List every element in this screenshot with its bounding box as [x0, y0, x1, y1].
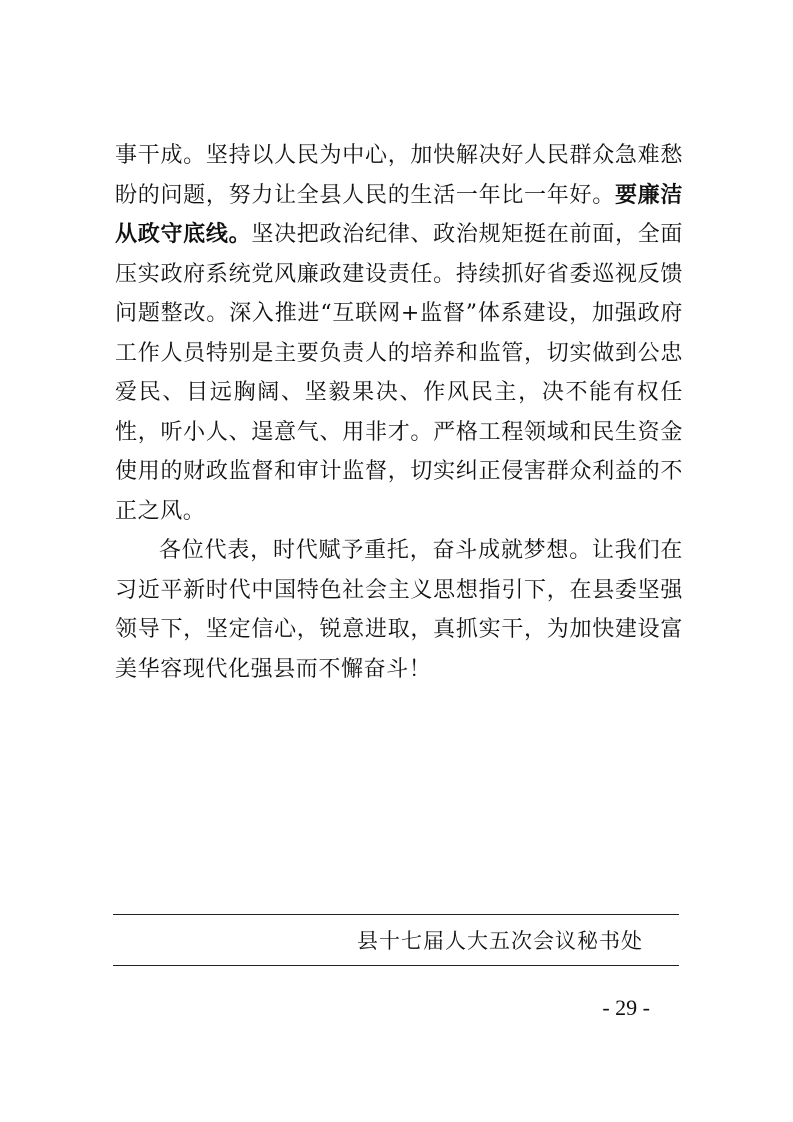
footer-top-rule: [113, 914, 679, 915]
page-number: - 29 -: [602, 995, 650, 1020]
issuer-label: 县十七届人大五次会议秘书处: [357, 929, 643, 953]
continuation-paragraph: [115, 136, 683, 531]
closing-paragraph: 各位代表，时代赋予重托，奋斗成就梦想。让我们在习近平新时代中国特色社会主义思想指引下，在县委坚强领导下，坚定信心，锐意进取，真抓实干，为加快建设富美华容现代化强县而不懈奋斗！: [115, 538, 683, 682]
paragraph-text: 事干成。坚持以人民为中心，加快解决好人民群众急难愁盼的问题，努力让全县人民的生活一年比一年好。: [115, 143, 683, 208]
footer-bottom-rule: [113, 965, 679, 966]
body-text: [115, 136, 683, 689]
paragraph-text: 坚决把政治纪律、政治规矩挺在前面，全面压实政府系统党风廉政建设责任。持续抓好省委巡视反馈问题整改。深入推进“互联网+监督”体系建设，加强政府工作人员特别是主要负责人的培养和监管，切实做到公忠爱民、目远胸阔、坚毅果决、作风民主，决不能有权任性，听小人、逞意气、用非才。严格工程领域和民生资金使用的财政监督和审计监督，切实纠正侵害群众利益的不正之风。: [115, 222, 683, 524]
bold-section-heading: 要廉洁从政守底线。: [115, 181, 683, 247]
